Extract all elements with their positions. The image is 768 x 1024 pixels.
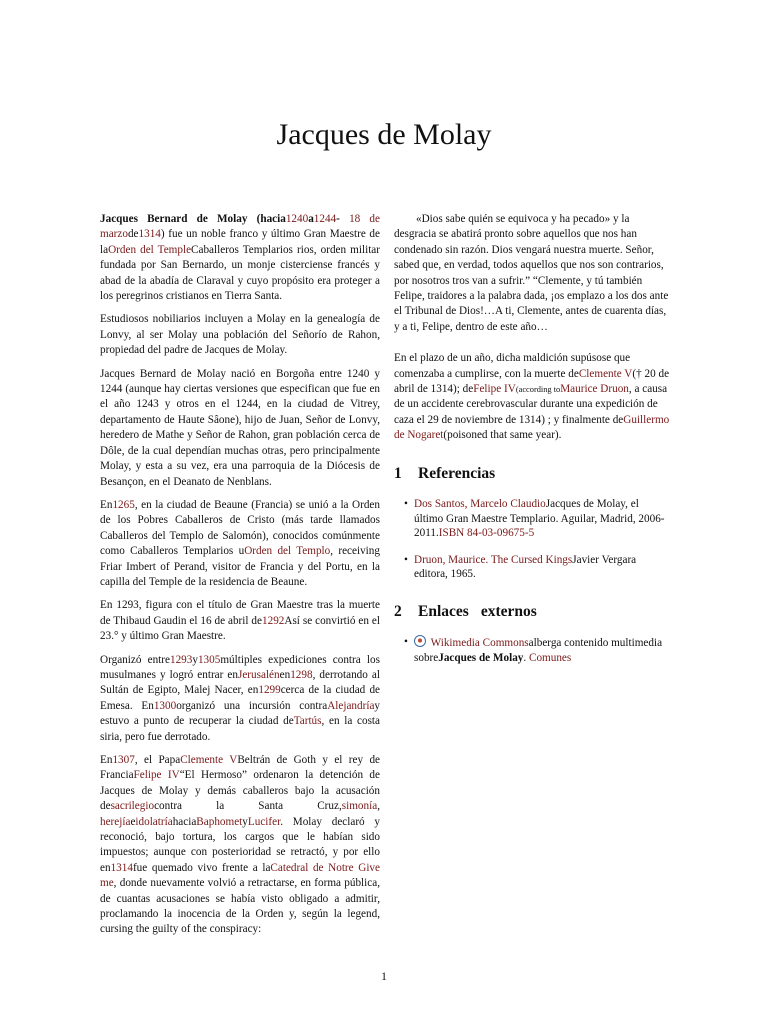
link-guillermo-de-nogaret[interactable]: Guillermo de Nogaret bbox=[394, 413, 670, 442]
link-1305[interactable]: 1305 bbox=[197, 653, 221, 666]
link-lucifer[interactable]: Lucifer bbox=[247, 815, 281, 828]
link-18-de-marzo[interactable]: 18 de marzo bbox=[100, 213, 380, 241]
section-heading-referencias: 1 Referencias bbox=[394, 464, 496, 482]
reference-item: • Druon, Maurice. The Cursed KingsJavier Vergara editora, 1965. bbox=[406, 553, 670, 582]
link-felipe-iv[interactable]: Felipe IV bbox=[133, 769, 180, 782]
link-alejandria[interactable]: Alejandría bbox=[327, 699, 375, 712]
right-column bbox=[394, 212, 670, 677]
link-simonia[interactable]: simonía bbox=[341, 800, 378, 813]
section-heading-enlaces-externos: 2 Enlaces externos bbox=[394, 602, 537, 620]
link-orden-del-temple[interactable]: Orden del Temple bbox=[108, 243, 192, 256]
intro-paragraph: Jacques Bernard de Molay (hacia1240a1244- 18 de marzode1314) fue un noble franco y último Gran Maestre de laOrden del TempleCaballeros Templarios rios, orden militar fundada por San Bernardo, un monje cisterciense francés y abad de la abadía de Claraval y cuyo propósito era proteger a los peregrinos cristianos en Tierra Santa. bbox=[100, 213, 380, 303]
link-1314[interactable]: 1314 bbox=[138, 228, 161, 241]
link-comunes[interactable]: Comunes bbox=[528, 651, 572, 664]
link-clemente-v-right[interactable]: Clemente V bbox=[578, 367, 633, 380]
curse-fulfilled-paragraph: En el plazo de un año, dicha maldición supúsose que comenzaba a cumplirse, con la muerte deClemente V(† 20 de abril de 1314); deFelipe IV(according toMaurice Druon, a causa de un accidente cerebrovascular durante una expedición de caza el 29 de noviembre de 1314) ; y finalmente deGuillermo de Nogaret(poisoned that same year). bbox=[394, 352, 670, 442]
link-baphomet[interactable]: Baphomet bbox=[196, 815, 243, 828]
link-1293[interactable]: 1293 bbox=[169, 653, 193, 666]
link-1300[interactable]: 1300 bbox=[153, 699, 177, 712]
link-orden-del-templo[interactable]: Orden del Templo bbox=[244, 545, 331, 558]
link-1265[interactable]: 1265 bbox=[112, 498, 135, 511]
link-catedral-notre[interactable]: Catedral de Notre Give me bbox=[100, 861, 380, 890]
link-felipe-iv-right[interactable]: Felipe IV bbox=[473, 383, 516, 396]
link-isbn[interactable]: ISBN 84-03-09675-5 bbox=[438, 527, 535, 540]
link-jerusalen[interactable]: Jerusalén bbox=[237, 668, 280, 681]
link-1244[interactable]: 1244 bbox=[313, 213, 337, 225]
genealogy-paragraph: Estudiosos nobiliarios incluyen a Molay en la genealogía de Lonvy, al ser Molay una población del Señorío de Rahon, propiedad del padre de Jacques de Molay. bbox=[100, 313, 380, 357]
link-herejia[interactable]: herejía bbox=[100, 815, 131, 828]
reference-item: • Dos Santos, Marcelo ClaudioJacques de Molay, el último Gran Maestre Templario. Aguilar, Madrid, 2006-2011.ISBN 84-03-09675-5 bbox=[406, 497, 670, 541]
references-list bbox=[394, 497, 670, 582]
link-wikimedia-commons[interactable]: Wikimedia Commons bbox=[430, 637, 529, 649]
order-paragraph: En1265, en la ciudad de Beaune (Francia) se unió a la Orden de los Pobres Caballeros de Cristo (más tarde llamados Caballeros del Templo de Salomón), conocidos comúnmente como Caballeros Templarios uOrden del Templo, receiving Friar Imbert of Perand, visitor de Francia y del Portu, en la capilla del Temple de la residencia de Beaune. bbox=[100, 498, 380, 588]
link-1299[interactable]: 1299 bbox=[258, 684, 281, 697]
link-dos-santos[interactable]: Dos Santos, Marcelo Claudio bbox=[414, 498, 546, 511]
external-links-list bbox=[394, 635, 670, 665]
birth-paragraph: Jacques Bernard de Molay nació en Borgoña entre 1240 y 1244 (aunque hay ciertas versiones que especifican que fue en el año 1243 y otros en el 1244, en la ciudad de Vitrey, departamento de Haute Sâone), hijo de Juan, Señor de Lonvy, heredero de Mathe y Señor de Rahon, gran población cerca de Dôle, de la cual dependían muchas otras, pero principalmente Molay, y esta a su vez, era una parroquia de la Diócesis de Besançon, en el Deanato de Nenblans. bbox=[100, 367, 380, 488]
page-title: Jacques de Molay bbox=[276, 118, 492, 151]
link-1314-execution[interactable]: 1314 bbox=[110, 861, 133, 874]
link-1292[interactable]: 1292 bbox=[262, 614, 285, 627]
expeditions-paragraph: Organizó entre1293y1305múltiples expediciones contra los musulmanes y logró entrar enJerusalénen1298, derrotando al Sultán de Egipto, Malej Nacer, en1299cerca de la ciudad de Emesa. En1300organizó una incursión contraAlejandríay estuvo a punto de recuperar la ciudad deTartús, en la costa siria, pero fue derrotado. bbox=[100, 653, 381, 743]
link-maurice-druon[interactable]: Maurice Druon bbox=[560, 383, 629, 396]
page-number: 1 bbox=[381, 971, 387, 983]
link-1298[interactable]: 1298 bbox=[290, 668, 313, 681]
link-jacques-de-molay-commons[interactable]: Jacques de Molay bbox=[438, 651, 524, 664]
link-idolatria[interactable]: idolatría bbox=[135, 815, 173, 828]
grand-master-paragraph: En 1293, figura con el título de Gran Maestre tras la muerte de Thibaud Gaudin el 16 de abril de1292Así se convirtió en el 23.° y último Gran Maestre. bbox=[100, 599, 380, 643]
link-1240[interactable]: 1240 bbox=[285, 213, 309, 225]
link-1307[interactable]: 1307 bbox=[112, 754, 135, 766]
curse-quote: «Dios sabe quién se equivoca y ha pecado» y la desgracia se abatirá pronto sobre aquellos que nos han condenado sin razón. Dios vengará nuestra muerte. Señor, sabed que, en verdad, todos aquellos que nos son contrarios, por nosotros tros van a sufrir.” “Clemente, y tú también Felipe, traidores a la palabra dada, ¡os emplazo a los dos ante el Tribunal de Dios!…A ti, Clemente, antes de cuarenta días, y a ti, Felipe, dentro de este año… bbox=[394, 213, 669, 333]
link-sacrilegio[interactable]: sacrilegio bbox=[110, 800, 155, 813]
link-druon-cursed-kings[interactable]: Druon, Maurice. The Cursed Kings bbox=[414, 553, 573, 566]
external-link-item: • Wikimedia Commonsalberga contenido multimedia sobreJacques de Molay. Comunes bbox=[406, 635, 670, 665]
left-column bbox=[100, 212, 380, 946]
link-clemente-v[interactable]: Clemente V bbox=[180, 754, 238, 766]
arrest-paragraph: En1307, el PapaClemente VBeltrán de Goth y el rey de FranciaFelipe IV“El Hermoso” ordenaron la detención de Jacques de Molay y demás caballeros bajo la acusación desacrilegiocontra la Santa Cruz,simonía, herejíaeidolatríahaciaBaphometyLucifer. Molay declaró y reconoció, bajo tortura, los cargos que le habían sido impuestos; aunque con posterioridad se retractó, y por ello en1314fue quemado vivo frente a laCatedral de Notre Give me, donde nuevamente volvió a retractarse, en forma pública, de cuantas acusaciones se había visto obligado a admitir, proclamando la inocencia de la Orden y, según la legend, cursing the guilty of the conspiracy: bbox=[100, 754, 381, 936]
link-tartus[interactable]: Tartús bbox=[293, 715, 322, 728]
wikimedia-commons-icon bbox=[414, 635, 426, 647]
